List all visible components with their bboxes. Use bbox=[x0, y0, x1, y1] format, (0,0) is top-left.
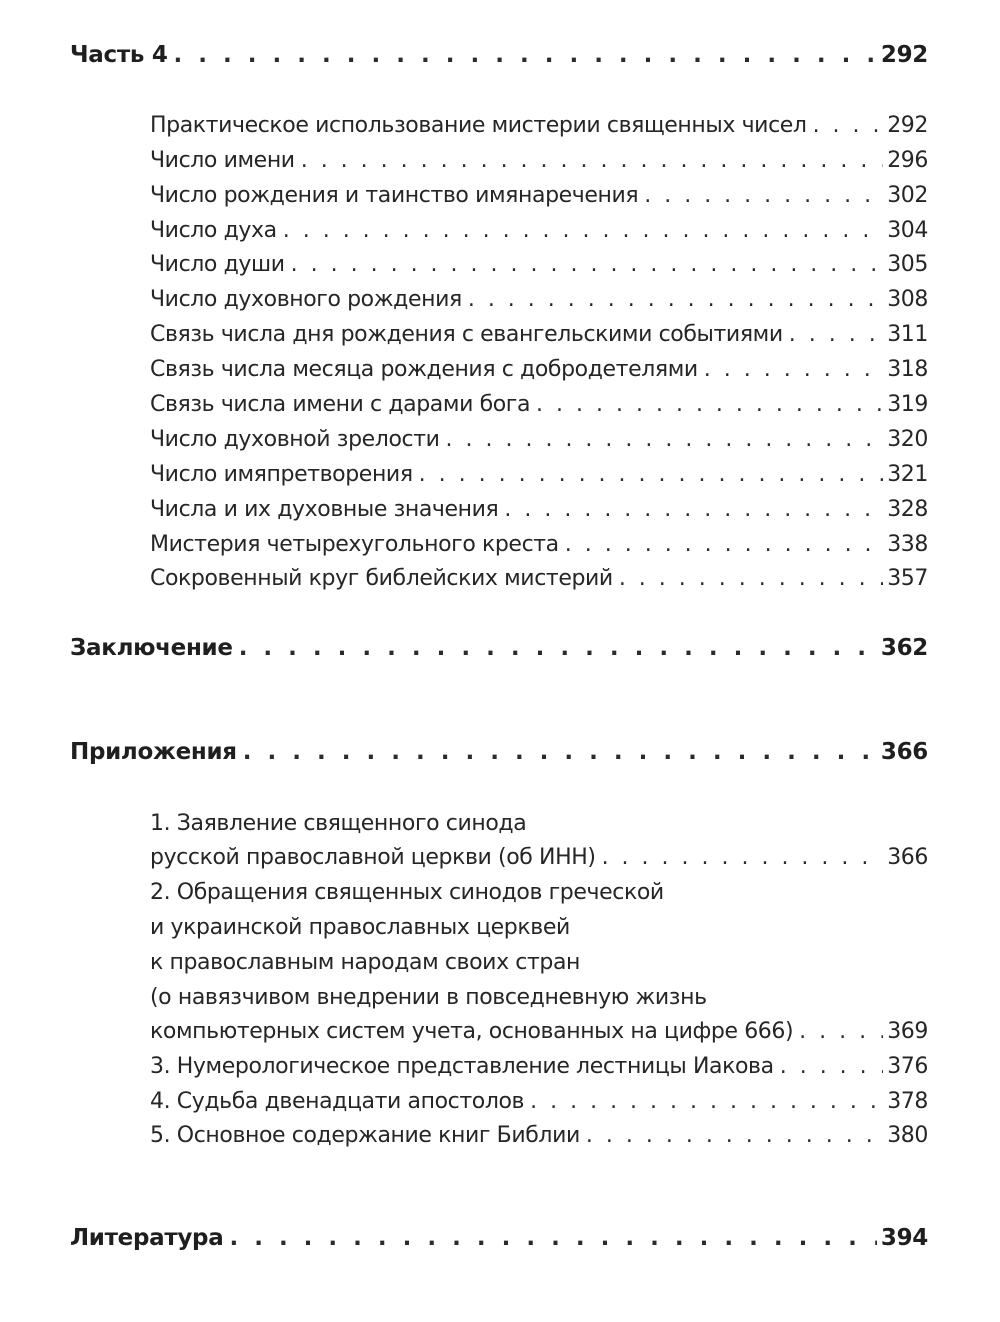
appendix-2-title-line: к православным народам своих стран bbox=[150, 950, 581, 975]
toc-subentry bbox=[150, 566, 928, 591]
toc-entry-page: 296 bbox=[887, 148, 928, 173]
toc-subentry bbox=[150, 532, 928, 557]
toc-entry-page: 308 bbox=[887, 287, 928, 312]
toc-subentry-appendix-3 bbox=[150, 1054, 928, 1079]
toc-entry-page: 304 bbox=[887, 218, 928, 243]
toc-entry-page: 362 bbox=[880, 635, 928, 661]
dot-leader bbox=[780, 1054, 883, 1079]
toc-entry-title: 5. Основное содержание книг Библии bbox=[150, 1123, 580, 1148]
toc-entry-page: 357 bbox=[887, 566, 928, 591]
toc-entry-title: Число рождения и таинство имянаречения bbox=[150, 183, 639, 208]
toc-subentry bbox=[150, 183, 928, 208]
toc-subentry bbox=[150, 322, 928, 347]
toc-subentry bbox=[150, 113, 928, 138]
toc-entry-title: Связь числа дня рождения с евангельскими событиями bbox=[150, 322, 783, 347]
dot-leader bbox=[789, 322, 883, 347]
dot-leader bbox=[799, 1019, 883, 1044]
toc-entry-page: 320 bbox=[887, 427, 928, 452]
toc-entry-title: компьютерных систем учета, основанных на цифре 666) bbox=[150, 1019, 794, 1044]
toc-entry-appendices bbox=[70, 739, 928, 765]
toc-entry-title: Практическое использование мистерии священных чисел bbox=[150, 113, 807, 138]
dot-leader bbox=[704, 357, 883, 382]
dot-leader bbox=[813, 113, 884, 138]
toc-entry-title: Сокровенный круг библейских мистерий bbox=[150, 566, 613, 591]
appendix-2-title-line: (о навязчивом внедрении в повседневную жизнь bbox=[150, 985, 707, 1010]
toc-subentry bbox=[150, 148, 928, 173]
toc-entry-title: Приложения bbox=[70, 739, 237, 765]
toc-entry-page: 292 bbox=[880, 42, 928, 68]
dot-leader bbox=[565, 532, 883, 557]
toc-entry-title: Число духовной зрелости bbox=[150, 427, 440, 452]
toc-subentry bbox=[150, 252, 928, 277]
toc-entry-title: Литература bbox=[70, 1225, 224, 1251]
dot-leader bbox=[291, 252, 884, 277]
toc-subentry-appendix-4 bbox=[150, 1089, 928, 1114]
dot-leader bbox=[644, 183, 883, 208]
toc-entry-page: 305 bbox=[887, 252, 928, 277]
dot-leader bbox=[419, 462, 884, 487]
toc-entry-title: Связь числа месяца рождения с добродетелями bbox=[150, 357, 698, 382]
toc-entry-page: 328 bbox=[887, 497, 928, 522]
toc-entry-page: 319 bbox=[887, 392, 928, 417]
toc-subentry bbox=[150, 218, 928, 243]
toc-entry-title: Число духовного рождения bbox=[150, 287, 462, 312]
appendix-2-title-line: 2. Обращения священных синодов греческой bbox=[150, 880, 664, 905]
toc-entry-title: Числа и их духовные значения bbox=[150, 497, 499, 522]
toc-entry-page: 380 bbox=[887, 1123, 928, 1148]
toc-subentry bbox=[150, 287, 928, 312]
toc-entry-page: 376 bbox=[887, 1054, 928, 1079]
toc-entry-page: 302 bbox=[887, 183, 928, 208]
dot-leader bbox=[619, 566, 883, 591]
toc-entry-page: 318 bbox=[887, 357, 928, 382]
toc-entry-title: русской православной церкви (об ИНН) bbox=[150, 845, 596, 870]
dot-leader bbox=[229, 1225, 876, 1251]
dot-leader bbox=[446, 427, 884, 452]
toc-entry-literature bbox=[70, 1225, 928, 1251]
toc-entry-title: Заключение bbox=[70, 635, 233, 661]
dot-leader bbox=[243, 739, 877, 765]
toc-entry-conclusion bbox=[70, 635, 928, 661]
dot-leader bbox=[536, 392, 883, 417]
appendix-1-title-line: 1. Заявление священного синода bbox=[150, 811, 527, 836]
toc-entry-page: 394 bbox=[880, 1225, 928, 1251]
dot-leader bbox=[468, 287, 883, 312]
toc-subentry bbox=[150, 462, 928, 487]
dot-leader bbox=[504, 497, 883, 522]
toc-subentry-appendix-2 bbox=[150, 1019, 928, 1044]
dot-leader bbox=[283, 218, 883, 243]
toc-entry-title: Часть 4 bbox=[70, 42, 168, 68]
toc-entry-title: Связь числа имени с дарами бога bbox=[150, 392, 531, 417]
toc-entry-page: 366 bbox=[887, 845, 928, 870]
toc-entry-page: 369 bbox=[887, 1019, 928, 1044]
toc-entry-title: Мистерия четырехугольного креста bbox=[150, 532, 559, 557]
toc-subentry bbox=[150, 392, 928, 417]
toc-entry-part-4 bbox=[70, 42, 928, 68]
toc-entry-page: 338 bbox=[887, 532, 928, 557]
toc-subentry bbox=[150, 497, 928, 522]
toc-entry-page: 366 bbox=[880, 739, 928, 765]
toc-entry-page: 378 bbox=[887, 1089, 928, 1114]
dot-leader bbox=[174, 42, 877, 68]
dot-leader bbox=[586, 1123, 883, 1148]
toc-entry-title: 4. Судьба двенадцати апостолов bbox=[150, 1089, 525, 1114]
toc-entry-title: Число души bbox=[150, 252, 285, 277]
toc-subentry-appendix-1 bbox=[150, 845, 928, 870]
toc-entry-title: Число имяпретворения bbox=[150, 462, 413, 487]
toc-subentry bbox=[150, 427, 928, 452]
toc-entry-title: 3. Нумерологическое представление лестницы Иакова bbox=[150, 1054, 774, 1079]
toc-entry-page: 292 bbox=[887, 113, 928, 138]
toc-entry-page: 311 bbox=[887, 322, 928, 347]
dot-leader bbox=[301, 148, 884, 173]
dot-leader bbox=[530, 1089, 883, 1114]
dot-leader bbox=[602, 845, 884, 870]
toc-subentry-appendix-5 bbox=[150, 1123, 928, 1148]
toc-entry-title: Число имени bbox=[150, 148, 295, 173]
toc-subentry bbox=[150, 357, 928, 382]
toc-entry-title: Число духа bbox=[150, 218, 277, 243]
dot-leader bbox=[239, 635, 877, 661]
toc-entry-page: 321 bbox=[887, 462, 928, 487]
appendix-2-title-line: и украинской православных церквей bbox=[150, 915, 570, 940]
